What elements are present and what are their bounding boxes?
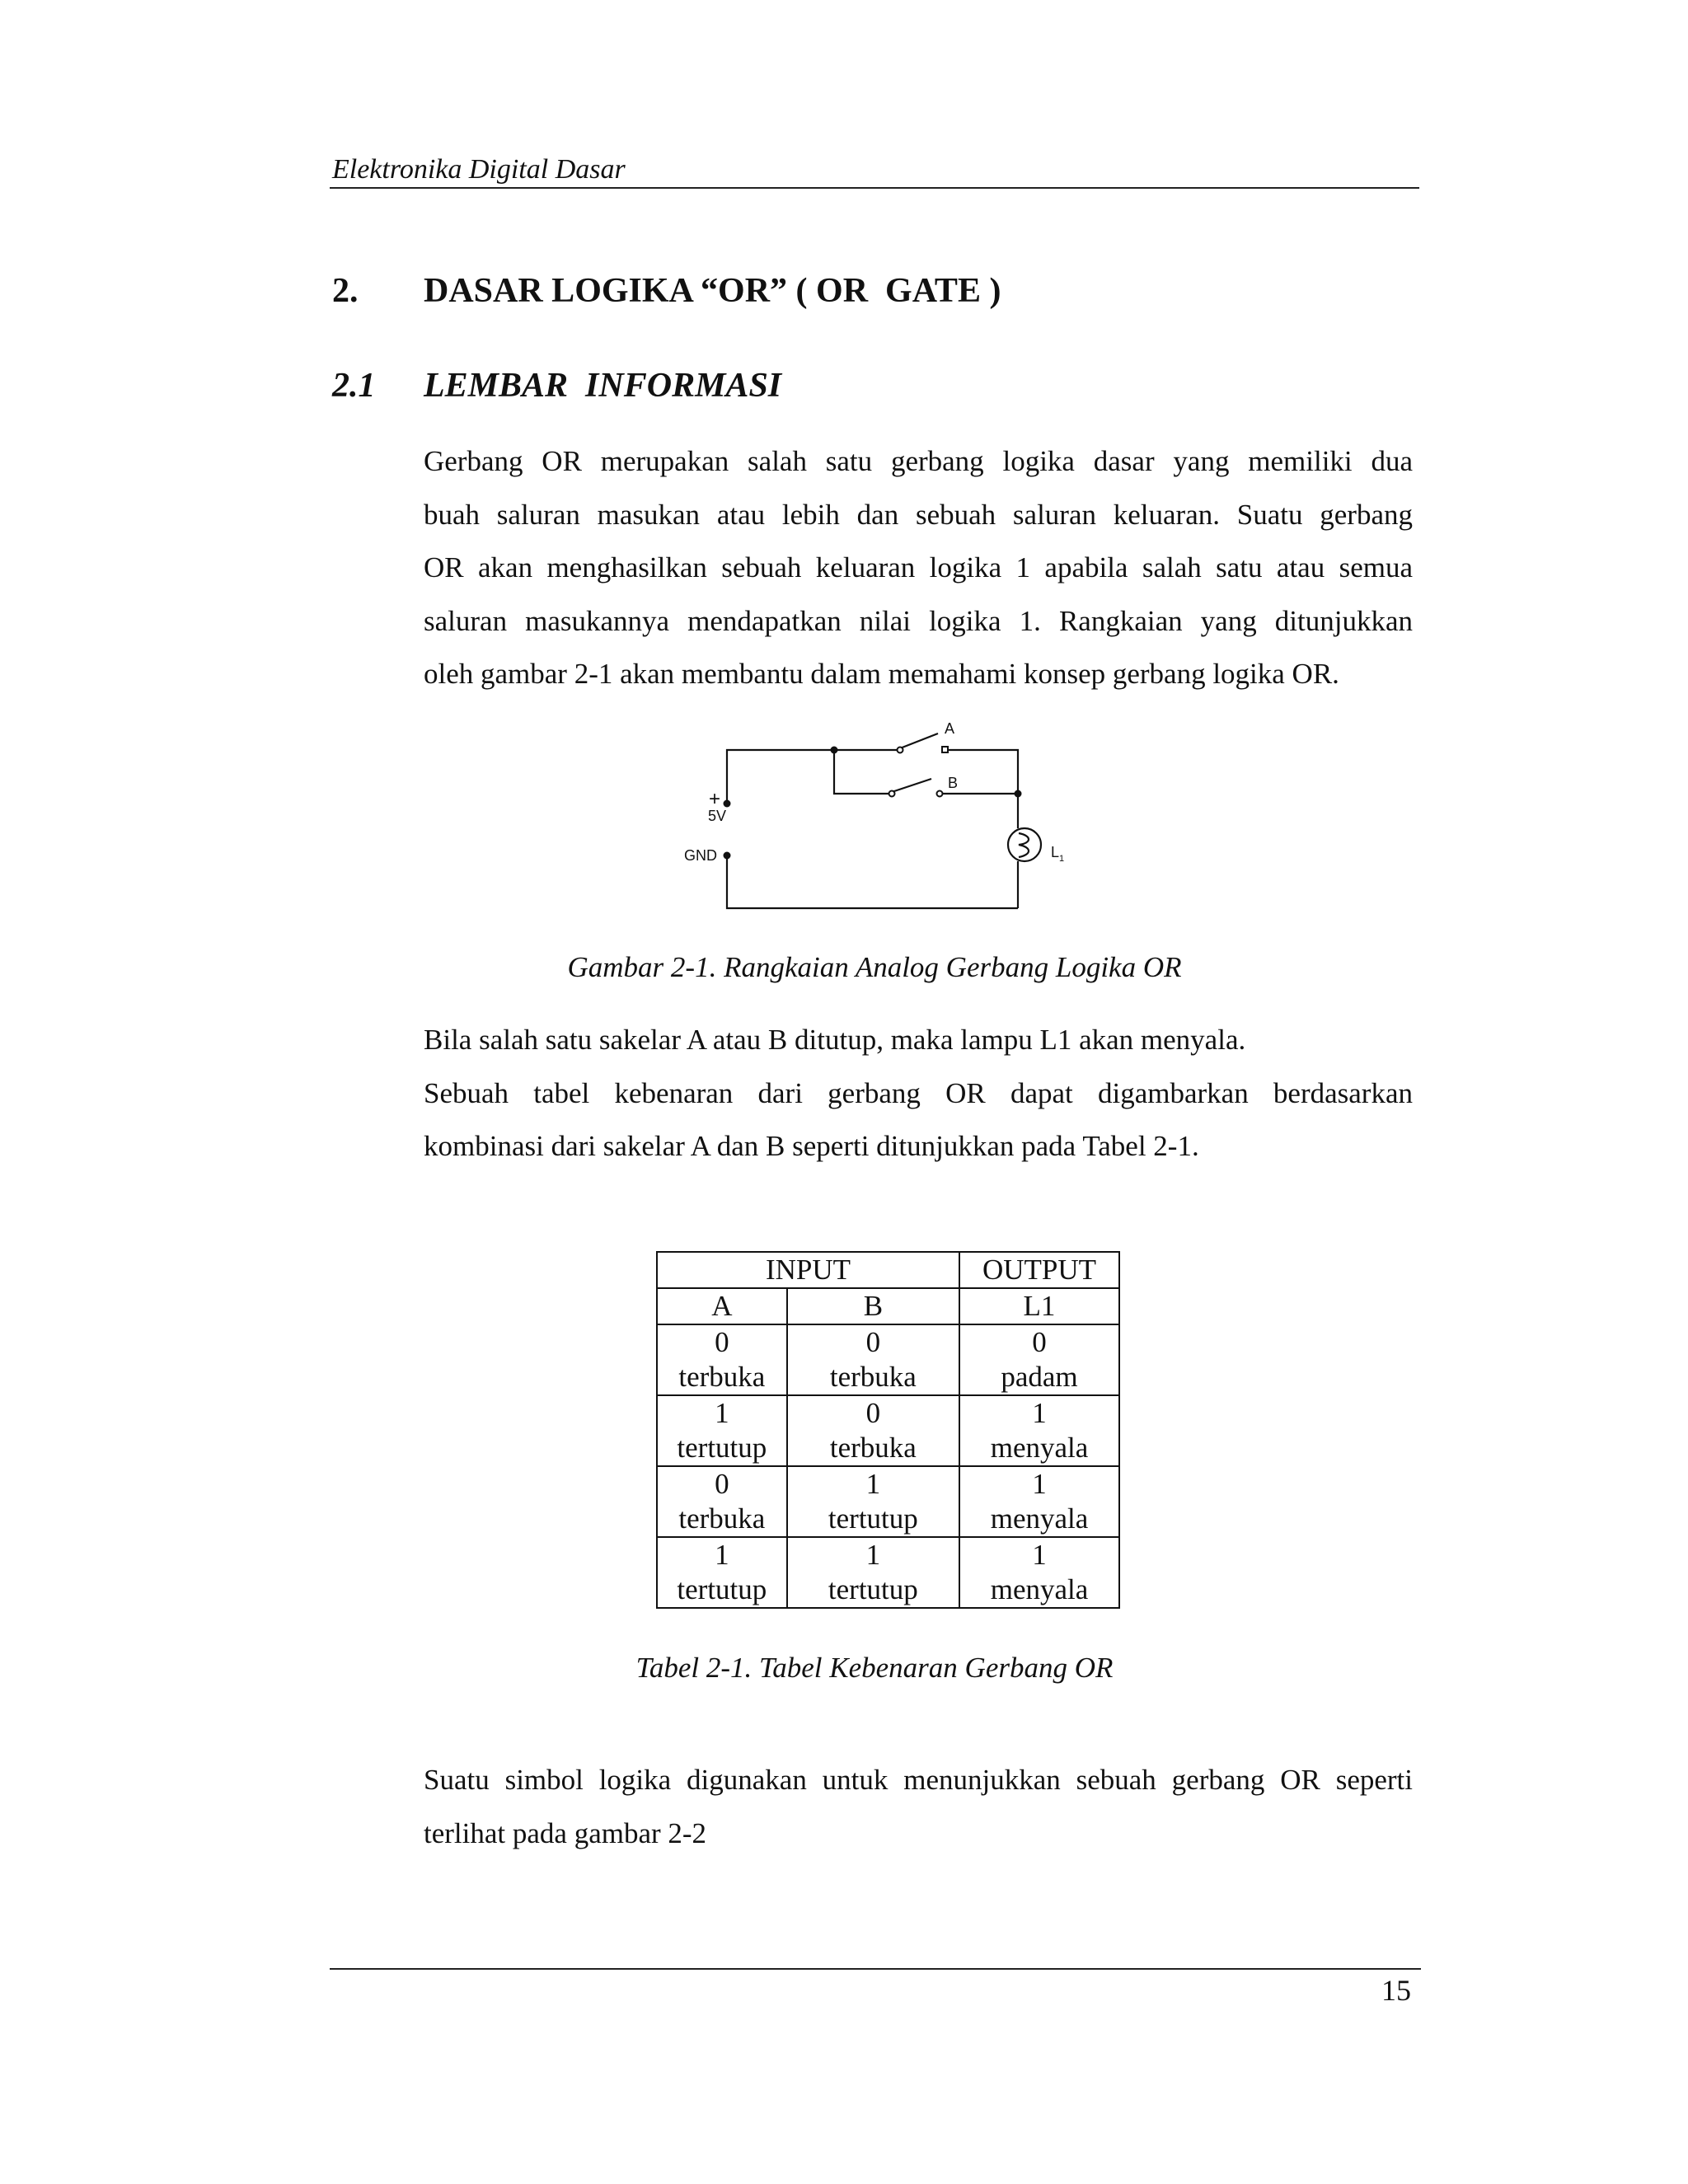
table-cell: 1 tertutup <box>657 1537 787 1608</box>
table-row <box>657 1537 1119 1608</box>
supply-label: 5V <box>708 808 727 824</box>
table-cell: 1 menyala <box>959 1537 1119 1608</box>
closing-paragraph <box>424 1754 1413 1860</box>
table-cell: 0 terbuka <box>657 1324 787 1395</box>
table-cell: 1 tertutup <box>657 1395 787 1466</box>
table-cell: 0 terbuka <box>657 1466 787 1537</box>
or-circuit-diagram <box>659 709 1104 923</box>
table-cell: 0 terbuka <box>787 1395 959 1466</box>
explanation-line-3: kombinasi dari sakelar A dan B seperti ditunjukkan pada Tabel 2-1. <box>424 1130 1199 1162</box>
table-cell: 1 menyala <box>959 1395 1119 1466</box>
table-cell: 0 terbuka <box>787 1324 959 1395</box>
intro-line-5: oleh gambar 2-1 akan membantu dalam memahami konsep gerbang logika OR. <box>424 658 1339 690</box>
running-header: Elektronika Digital Dasar <box>332 154 626 185</box>
switch-b-branch-wire <box>834 750 892 794</box>
table-cell: 1 tertutup <box>787 1466 959 1537</box>
table-caption: Tabel 2-1. Tabel Kebenaran Gerbang OR <box>635 1652 1114 1684</box>
switch-a-blade <box>900 733 938 748</box>
supply-terminal <box>724 800 731 808</box>
truth-table <box>656 1251 1120 1609</box>
switch-b-blade <box>892 779 931 792</box>
column-header-b: B <box>787 1288 959 1324</box>
switch-a-contact-right <box>942 747 948 752</box>
intro-line-2: buah saluran masukan atau lebih dan sebuah saluran keluaran. Suatu gerbang <box>424 498 1413 531</box>
plus-label: + <box>709 788 721 810</box>
figure-caption: Gambar 2-1. Rangkaian Analog Gerbang Logika OR <box>567 951 1182 983</box>
truth-table-column-header-row <box>657 1288 1119 1324</box>
intro-line-1: Gerbang OR merupakan salah satu gerbang logika dasar yang memiliki dua <box>424 445 1413 477</box>
column-header-a: A <box>657 1288 787 1324</box>
junction-right <box>1015 790 1022 798</box>
column-header-l1: L1 <box>959 1288 1119 1324</box>
junction-top <box>831 747 838 754</box>
explanation-line-1: Bila salah satu sakelar A atau B ditutup, maka lampu L1 akan menyala. <box>424 1024 1246 1056</box>
table-cell: 0 padam <box>959 1324 1119 1395</box>
explanation-line-2: Sebuah tabel kebenaran dari gerbang OR dapat digambarkan berdasarkan <box>424 1076 1413 1109</box>
lamp-filament <box>1019 833 1029 857</box>
header-rule <box>330 187 1419 189</box>
truth-table-group-header-row <box>657 1252 1119 1288</box>
switch-a-contact-left <box>898 748 903 753</box>
footer-rule <box>330 1968 1421 1970</box>
ground-label: GND <box>684 847 717 864</box>
page-number: 15 <box>1381 1974 1411 2007</box>
intro-line-4: saluran masukannya mendapatkan nilai logika 1. Rangkaian yang ditunjukkan <box>424 604 1413 637</box>
closing-line-2: terlihat pada gambar 2-2 <box>424 1816 707 1849</box>
intro-paragraph <box>424 435 1413 701</box>
table-row <box>657 1466 1119 1537</box>
bottom-wire <box>727 855 1018 908</box>
group-header-output: OUTPUT <box>959 1252 1119 1288</box>
switch-b-label: B <box>948 775 959 791</box>
section-title: DASAR LOGIKA “OR” ( OR GATE ) <box>424 272 1001 310</box>
subsection-number: 2.1 <box>332 367 376 405</box>
table-cell: 1 menyala <box>959 1466 1119 1537</box>
closing-line-1: Suatu simbol logika digunakan untuk menunjukkan sebuah gerbang OR seperti <box>424 1764 1413 1796</box>
table-row <box>657 1324 1119 1395</box>
group-header-input: INPUT <box>657 1252 959 1288</box>
lamp-label: $L_1$ <box>1051 844 1065 864</box>
subsection-title: LEMBAR INFORMASI <box>424 367 782 405</box>
switch-b-contact-left <box>889 791 895 797</box>
switch-a-label: A <box>945 720 955 737</box>
table-cell: 1 tertutup <box>787 1537 959 1608</box>
section-number: 2. <box>332 272 359 310</box>
ground-terminal <box>724 852 731 860</box>
table-row <box>657 1395 1119 1466</box>
intro-line-3: OR akan menghasilkan sebuah keluaran logika 1 apabila salah satu atau semua <box>424 551 1413 583</box>
explanation-paragraph <box>424 1014 1413 1174</box>
switch-b-contact-right <box>937 791 943 797</box>
